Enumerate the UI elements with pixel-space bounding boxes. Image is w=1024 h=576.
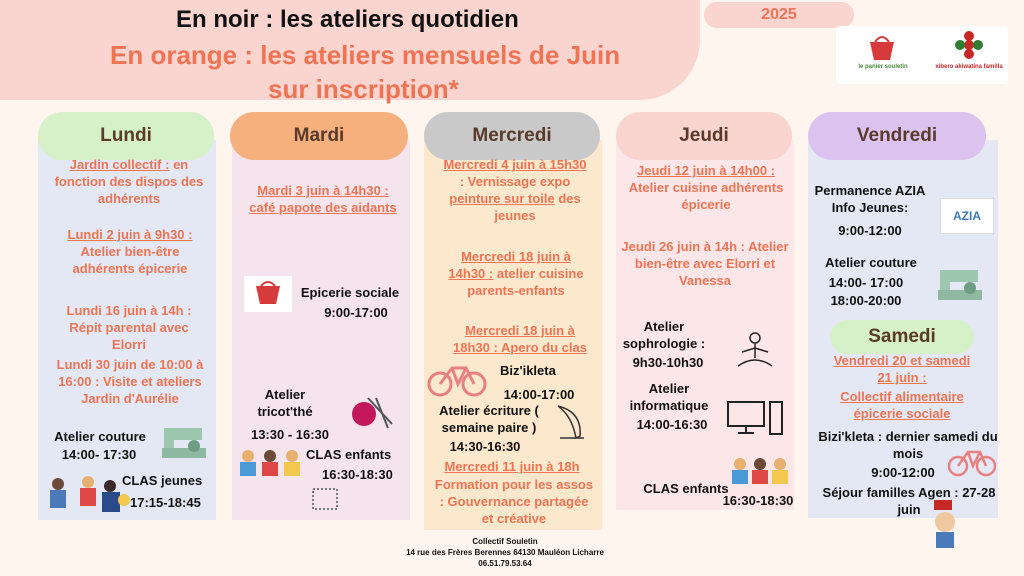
day-jeudi: Jeudi — [616, 112, 792, 160]
kids-playing-icon — [236, 446, 306, 480]
samedi-bizi-time: 9:00-12:00 — [871, 465, 935, 480]
lundi-couture: Atelier couture — [54, 429, 146, 444]
lundi-repit: Lundi 16 juin à 14h : Répit parental avec Elorri — [66, 303, 192, 352]
jeudi-clas-time: 16:30-18:30 — [722, 493, 794, 508]
computer-icon — [726, 398, 784, 438]
pirate-icon — [930, 500, 960, 550]
footer-name: Collectif Souletin — [472, 537, 538, 546]
logos-box — [836, 26, 1008, 84]
day-mardi: Mardi — [230, 112, 408, 160]
mardi-tricot-time: 13:30 - 16:30 — [250, 427, 330, 442]
samedi-bizi: Bizi'kleta : dernier samedi du mois — [818, 429, 998, 461]
samedi-collectif: Collectif alimentaire épicerie sociale — [840, 389, 964, 421]
jeudi-bien-etre: Jeudi 26 juin à 14h : Atelier bien-être avec Elorri et Vanessa — [621, 239, 789, 288]
mardi-epicerie: Epicerie sociale — [300, 285, 400, 300]
jeudi-informatique-time: 14:00-16:30 — [636, 417, 708, 432]
jeudi-atelier-cuisine: Jeudi 12 juin à 14h00 : Atelier cuisine adhérents épicerie — [628, 163, 784, 212]
mardi-cafe-papote: Mardi 3 juin à 14h30 : café papote des aidants — [249, 183, 397, 215]
mercredi-formation: Formation pour les assos : Gouvernance partagée et créative — [434, 477, 594, 526]
lundi-jardin-aurelie: Lundi 30 juin de 10:00 à 16:00 : Visite et ateliers Jardin d'Aurélie — [56, 357, 204, 406]
jeudi-sophro-time: 9h30-10h30 — [632, 355, 704, 370]
sewing-machine-icon — [934, 262, 986, 304]
footer — [370, 536, 640, 569]
mercredi-apero: Mercredi 18 juin à 18h30 : Apero du clas — [453, 323, 587, 355]
mardi-clas: CLAS enfants — [306, 447, 392, 462]
panier-logo-text: le panier souletin — [858, 64, 908, 70]
mercredi-ecriture-time: 14:30-16:30 — [449, 439, 521, 454]
lundi-bien-etre: Lundi 2 juin à 9h30 : Atelier bien-être adhérents épicerie — [67, 227, 193, 276]
title-orange-line2: sur inscription* — [268, 74, 459, 104]
xibero-logo-text: xibero akiwatina familla — [935, 64, 1003, 70]
day-vendredi: Vendredi — [808, 112, 986, 160]
lundi-clas-jeunes-time: 17:15-18:45 — [130, 495, 201, 510]
day-mercredi: Mercredi — [424, 112, 600, 160]
mercredi-vernissage: Mercredi 4 juin à 15h30 : Vernissage expo peinture sur toile des jeunes — [443, 157, 587, 223]
jeudi-informatique: Atelier informatique — [629, 381, 709, 413]
bicycle-icon — [426, 358, 488, 398]
day-samedi: Samedi — [830, 320, 974, 354]
vendredi-azia-time: 9:00-12:00 — [838, 223, 902, 238]
vendredi-couture-time-2: 18:00-20:00 — [830, 293, 902, 308]
mercredi-bizi: Biz'ikleta — [500, 363, 556, 378]
jeudi-clas: CLAS enfants — [643, 481, 729, 496]
lauburu-logo-icon — [954, 30, 984, 60]
jeudi-sophro: Atelier sophrologie : — [622, 319, 706, 351]
vendredi-couture-time-1: 14:00- 17:00 — [828, 275, 904, 290]
vendredi-couture: Atelier couture — [825, 255, 917, 270]
mercredi-ecriture: Atelier écriture ( semaine paire ) — [439, 403, 539, 435]
samedi-sejour: Séjour familles Agen : 27-28 juin — [822, 485, 996, 517]
kids-reading-icon — [44, 470, 134, 520]
basket-logo-icon — [866, 32, 898, 62]
kids-icon — [730, 454, 790, 486]
frame-icon — [310, 486, 340, 512]
basket-small-icon — [244, 276, 292, 312]
title-black: En noir : les ateliers quotidien — [176, 6, 519, 33]
samedi-collectif-dates: Vendredi 20 et samedi 21 juin : — [833, 353, 971, 385]
quill-pen-icon — [552, 402, 588, 442]
day-lundi: Lundi — [38, 112, 214, 160]
mercredi-atelier-cuisine: Mercredi 18 juin à 14h30 : atelier cuisine parents-enfants — [448, 249, 584, 298]
sewing-machine-icon — [158, 420, 210, 462]
mardi-epicerie-time: 9:00-17:00 — [324, 305, 388, 320]
mercredi-formation-title: Mercredi 11 juin à 18h — [444, 459, 580, 474]
mercredi-bizi-time: 14:00-17:00 — [503, 387, 575, 402]
lundi-clas-jeunes: CLAS jeunes — [122, 473, 203, 488]
lundi-jardin: Jardin collectif : en fonction des dispos des adhérents — [54, 157, 204, 206]
epicerie-logo — [244, 276, 292, 312]
footer-address: 14 rue des Frères Berennes 64130 Mauléon Licharre — [406, 548, 604, 557]
yarn-ball-icon — [348, 394, 398, 430]
azia-logo: AZIA — [940, 198, 994, 234]
title-orange-line1: En orange : les ateliers mensuels de Juin — [110, 40, 621, 70]
meditation-icon — [732, 330, 778, 372]
year-badge: 2025 — [704, 2, 854, 28]
mardi-tricot: Atelier tricot'thé — [257, 387, 313, 419]
bicycle-icon — [946, 444, 998, 478]
lundi-couture-time: 14:00- 17:30 — [61, 447, 137, 462]
vendredi-azia: Permanence AZIA Info Jeunes: — [814, 183, 926, 215]
footer-phone: 06.51.79.53.64 — [478, 559, 532, 568]
mardi-clas-time: 16:30-18:30 — [322, 467, 393, 482]
